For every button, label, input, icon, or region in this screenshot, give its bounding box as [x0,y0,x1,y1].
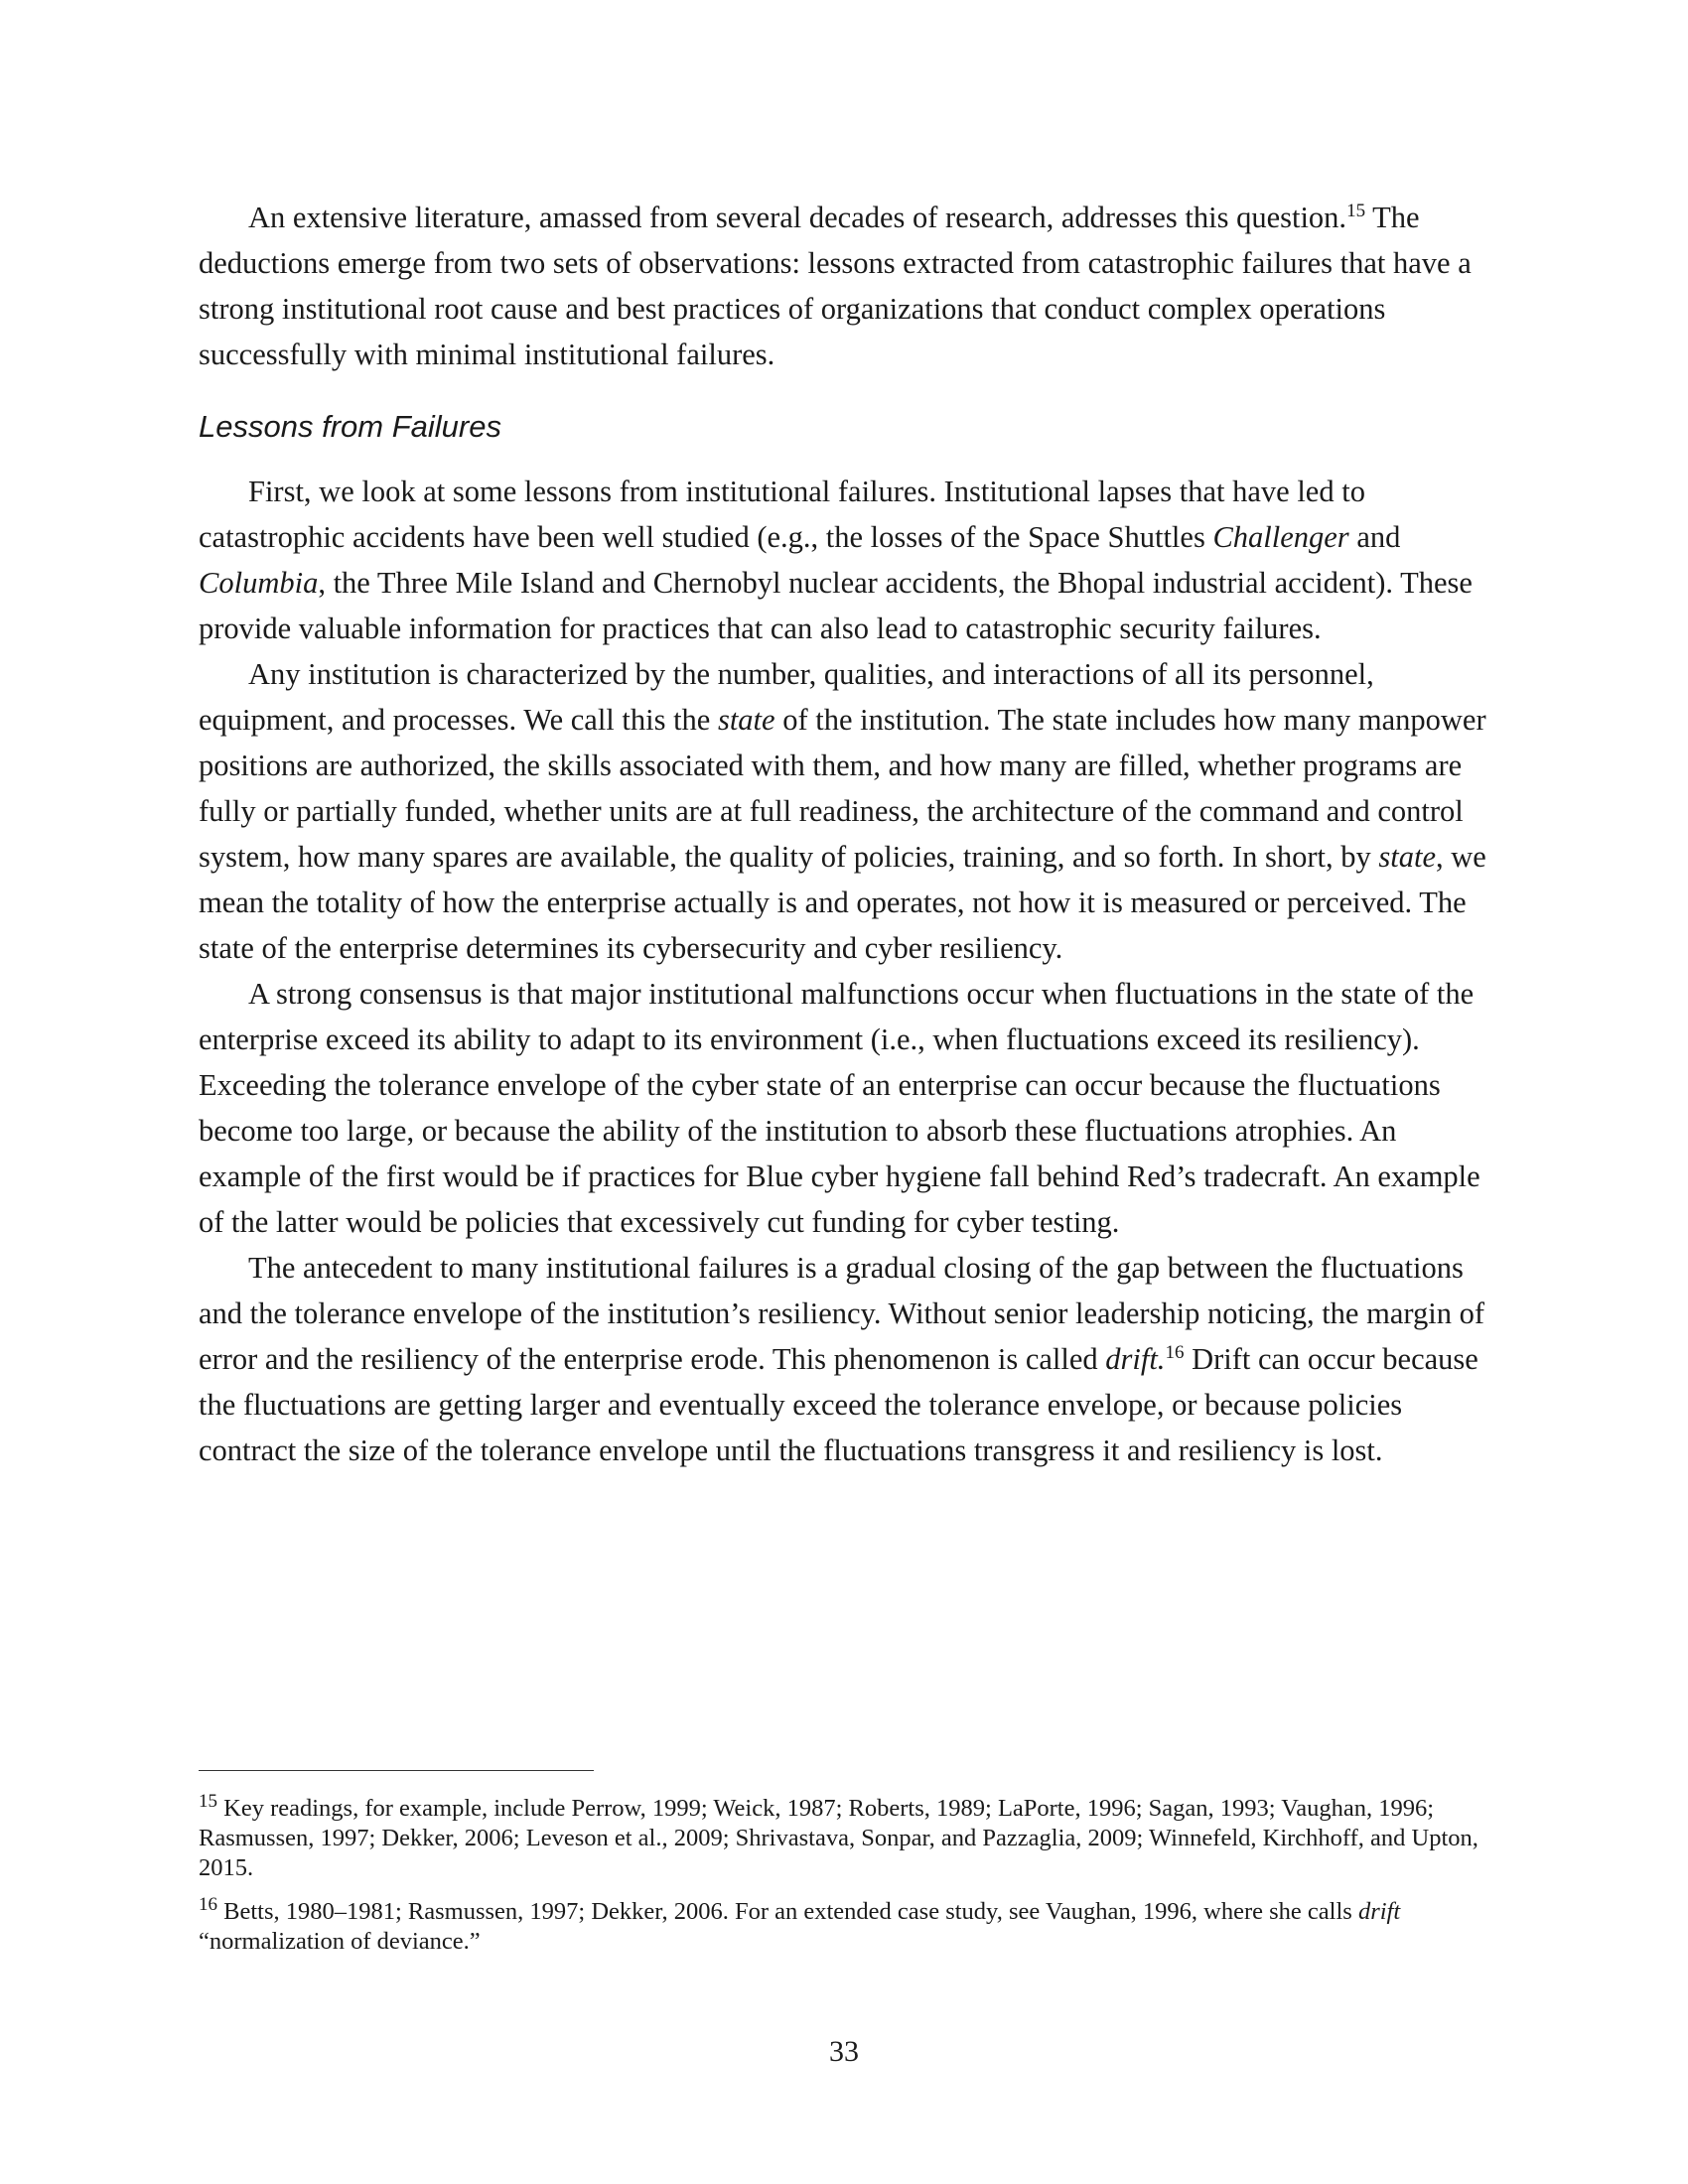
paragraph-drift-text-end: Drift can occur because the fluctuations are getting larger and eventually exceed the tolerance envelope, or because policies contract the size of the tolerance envelope until the fluctuations transgress it and resiliency is lost. [199,1342,1478,1467]
paragraph-drift-text: The antecedent to many institutional failures is a gradual closing of the gap between the fluctuations and the tolerance envelope of the institution’s resiliency. Without senior leadership noticing, the margin of error and the resiliency of the enterprise erode. This phenomenon is called [199,1251,1484,1376]
paragraph-failures-text-end: , the Three Mile Island and Chernobyl nuclear accidents, the Bhopal industrial accident). These provide valuable information for practices that can also lead to catastrophic security failures. [199,566,1473,645]
footnote-ref-16[interactable]: 16 [1165,1341,1185,1363]
footnote-16 [199,1893,1494,1957]
state-italic: state [717,703,775,737]
columbia-italic: Columbia [199,566,319,600]
section-heading: Lessons from Failures [199,409,501,444]
intro-paragraph [199,195,1494,377]
paragraph-state-text: Any institution is characterized by the number, qualities, and interactions of all its personnel, equipment, and processes. We call this the [199,657,1374,737]
footnote-15 [199,1790,1494,1883]
intro-text: An extensive literature, amassed from several decades of research, addresses this question. [248,201,1347,234]
intro-text-continued: The deductions emerge from two sets of observations: lessons extracted from catastrophic failures that have a strong institutional root cause and best practices of organizations that conduct complex operations successfully with minimal institutional failures. [199,201,1472,371]
paragraph-failures-and: and [1348,520,1401,554]
footnote-ref-15[interactable]: 15 [1346,200,1366,221]
page-number: 33 [829,2035,859,2068]
footnote-divider [199,1770,594,1771]
challenger-italic: Challenger [1212,520,1349,554]
page-body [199,195,1494,1473]
paragraph-state [199,651,1494,971]
state-italic-second: state [1378,840,1436,874]
drift-italic-footnote: drift [1357,1898,1401,1925]
paragraph-drift [199,1245,1494,1473]
drift-italic: drift. [1105,1342,1166,1376]
footnote-text-16-end: “normalization of deviance.” [199,1928,481,1955]
footnote-number-15: 15 [199,1790,217,1812]
footnote-text-15: Key readings, for example, include Perrow, 1999; Weick, 1987; Roberts, 1989; LaPorte, 1996; Sagan, 1993; Vaughan, 1996; Rasmussen, 1997; Dekker, 2006; Leveson et al., 2009; Shrivastava, Sonpar, and Pazzaglia, 2009; Winnefeld, Kirchhoff, and Upton, 2015. [199,1795,1478,1881]
footnotes [199,1790,1494,1971]
footnote-number-16: 16 [199,1893,217,1915]
paragraph-state-text-middle: of the institution. The state includes how many manpower positions are authorized, the skills associated with them, and how many are filled, whether programs are fully or partially funded, whether units are at full readiness, the architecture of the command and control system, how many spares are available, the quality of policies, training, and so forth. In short, by [199,703,1486,874]
paragraph-consensus: A strong consensus is that major institutional malfunctions occur when fluctuations in the state of the enterprise exceed its ability to adapt to its environment (i.e., when fluctuations exceed its resiliency). Exceeding the tolerance envelope of the cyber state of an enterprise can occur because the fluctuations become too large, or because the ability of the institution to absorb these fluctuations atrophies. An example of the first would be if practices for Blue cyber hygiene fall behind Red’s tradecraft. An example of the latter would be policies that excessively cut funding for cyber testing. [199,977,1480,1239]
paragraph-failures-text: First, we look at some lessons from institutional failures. Institutional lapses that have led to catastrophic accidents have been well studied (e.g., the losses of the Space Shuttles [199,475,1365,554]
paragraph-state-text-end: , we mean the totality of how the enterprise actually is and operates, not how it is measured or perceived. The state of the enterprise determines its cybersecurity and cyber resiliency. [199,840,1486,965]
paragraph-failures [199,469,1494,651]
footnote-text-16: Betts, 1980–1981; Rasmussen, 1997; Dekker, 2006. For an extended case study, see Vaughan, 1996, where she calls [217,1898,1358,1925]
